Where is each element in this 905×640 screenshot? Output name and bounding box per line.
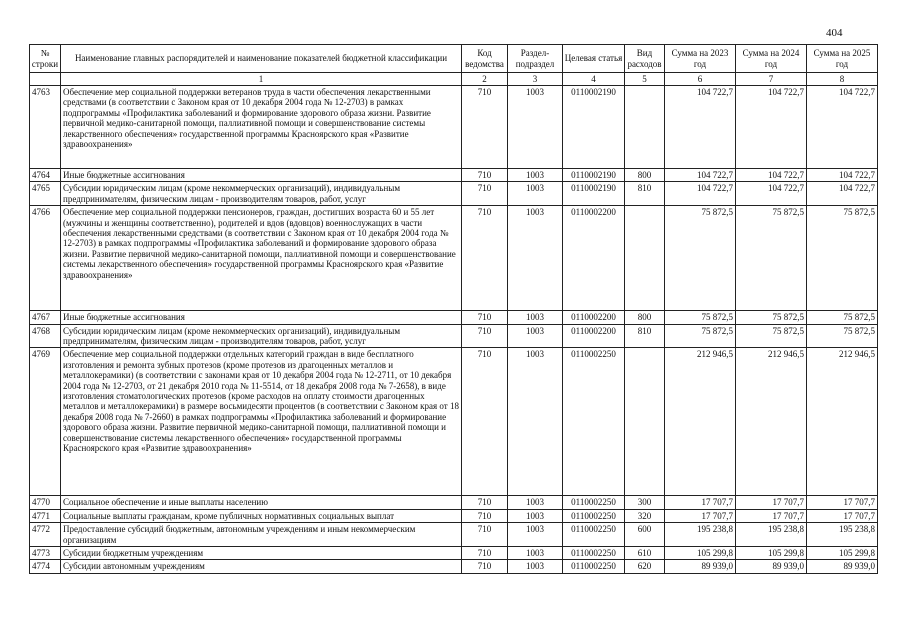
row-number: 4768 bbox=[30, 324, 61, 348]
row-target: 0110002250 bbox=[563, 560, 625, 573]
row-section: 1003 bbox=[508, 182, 563, 206]
row-number: 4765 bbox=[30, 182, 61, 206]
row-sum-2025: 75 872,5 bbox=[807, 206, 878, 311]
row-target: 0110002190 bbox=[563, 182, 625, 206]
row-sum-2024: 104 722,7 bbox=[736, 86, 807, 169]
row-target: 0110002250 bbox=[563, 523, 625, 547]
row-sum-2023: 89 939,0 bbox=[665, 560, 736, 573]
row-name: Социальное обеспечение и иные выплаты населению bbox=[61, 496, 462, 509]
row-target: 0110002200 bbox=[563, 206, 625, 311]
table-row bbox=[30, 324, 878, 348]
row-sum-2025: 104 722,7 bbox=[807, 182, 878, 206]
row-number: 4771 bbox=[30, 509, 61, 522]
row-number: 4767 bbox=[30, 311, 61, 324]
row-section: 1003 bbox=[508, 206, 563, 311]
row-sum-2023: 105 299,8 bbox=[665, 547, 736, 560]
column-number: 6 bbox=[665, 73, 736, 86]
row-sum-2024: 212 946,5 bbox=[736, 348, 807, 496]
row-target: 0110002190 bbox=[563, 169, 625, 182]
column-number: 3 bbox=[508, 73, 563, 86]
row-section: 1003 bbox=[508, 348, 563, 496]
column-number: 5 bbox=[625, 73, 665, 86]
row-section: 1003 bbox=[508, 523, 563, 547]
row-section: 1003 bbox=[508, 509, 563, 522]
row-sum-2024: 75 872,5 bbox=[736, 206, 807, 311]
row-expense-type: 600 bbox=[625, 523, 665, 547]
row-sum-2025: 75 872,5 bbox=[807, 324, 878, 348]
row-dept-code: 710 bbox=[462, 509, 508, 522]
row-dept-code: 710 bbox=[462, 182, 508, 206]
table-row bbox=[30, 560, 878, 573]
row-sum-2023: 17 707,7 bbox=[665, 509, 736, 522]
row-sum-2025: 75 872,5 bbox=[807, 311, 878, 324]
row-sum-2024: 75 872,5 bbox=[736, 324, 807, 348]
row-name: Субсидии юридическим лицам (кроме некоммерческих организаций), индивидуальным предпринимателям, физическим лицам - производителям товаров, работ, услуг bbox=[61, 324, 462, 348]
row-expense-type: 610 bbox=[625, 547, 665, 560]
row-number: 4763 bbox=[30, 86, 61, 169]
row-sum-2023: 104 722,7 bbox=[665, 169, 736, 182]
row-sum-2024: 105 299,8 bbox=[736, 547, 807, 560]
row-dept-code: 710 bbox=[462, 169, 508, 182]
row-sum-2024: 104 722,7 bbox=[736, 169, 807, 182]
row-name: Обеспечение мер социальной поддержки ветеранов труда в части обеспечения лекарственными средствами (в соответствии с Законом края от 10 декабря 2004 года № 12-2703) в рамках подпрограммы «Профилактика заболеваний и формирование здорового образа жизни. Развитие первичной медико-санитарной помощи, паллиативной помощи и совершенствование системы лекарственного обеспечения» государственной программы Красноярского края «Развитие здравоохранения» bbox=[61, 86, 462, 169]
row-expense-type: 810 bbox=[625, 182, 665, 206]
row-dept-code: 710 bbox=[462, 547, 508, 560]
header-name: Наименование главных распорядителей и наименование показателей бюджетной классификации bbox=[61, 45, 462, 73]
row-sum-2024: 104 722,7 bbox=[736, 182, 807, 206]
row-sum-2025: 195 238,8 bbox=[807, 523, 878, 547]
row-sum-2023: 75 872,5 bbox=[665, 324, 736, 348]
row-expense-type: 620 bbox=[625, 560, 665, 573]
row-name: Иные бюджетные ассигнования bbox=[61, 169, 462, 182]
column-number: 1 bbox=[61, 73, 462, 86]
row-target: 0110002200 bbox=[563, 324, 625, 348]
row-sum-2025: 89 939,0 bbox=[807, 560, 878, 573]
header-dept-code: Код ведомства bbox=[462, 45, 508, 73]
row-dept-code: 710 bbox=[462, 86, 508, 169]
budget-table bbox=[29, 44, 878, 574]
row-sum-2024: 195 238,8 bbox=[736, 523, 807, 547]
row-expense-type bbox=[625, 206, 665, 311]
row-expense-type: 800 bbox=[625, 311, 665, 324]
row-section: 1003 bbox=[508, 169, 563, 182]
row-name: Обеспечение мер социальной поддержки отдельных категорий граждан в виде бесплатного изготовления и ремонта зубных протезов (кроме протезов из драгоценных металлов и металлокерамики) (в соответствии с законами края от 10 декабря 2004 года № 12-2711, от 10 декабря 2004 года № 12-2703, от 21 декабря 2010 года № 11-5514, от 18 декабря 2008 года № 7-2658), в виде изготовления стоматологических протезов (кроме расходов на оплату стоимости драгоценных металлов и металлокерамики) в размере восьмидесяти процентов (в соответствии с Законом края от 18 декабря 2008 года № 7-2660) в рамках подпрограммы «Профилактика заболеваний и формирование здорового образа жизни. Развитие первичной медико-санитарной помощи, паллиативной помощи и совершенствование системы лекарственного обеспечения» государственной программы Красноярского края «Развитие здравоохранения» bbox=[61, 348, 462, 496]
header-row bbox=[30, 45, 878, 73]
row-name: Субсидии юридическим лицам (кроме некоммерческих организаций), индивидуальным предпринимателям, физическим лицам - производителям товаров, работ, услуг bbox=[61, 182, 462, 206]
row-number: 4769 bbox=[30, 348, 61, 496]
row-number: 4774 bbox=[30, 560, 61, 573]
table-row bbox=[30, 206, 878, 311]
table-row bbox=[30, 523, 878, 547]
header-section: Раздел-подраздел bbox=[508, 45, 563, 73]
row-name: Субсидии бюджетным учреждениям bbox=[61, 547, 462, 560]
row-sum-2025: 17 707,7 bbox=[807, 496, 878, 509]
row-sum-2024: 89 939,0 bbox=[736, 560, 807, 573]
row-target: 0110002190 bbox=[563, 86, 625, 169]
row-section: 1003 bbox=[508, 324, 563, 348]
header-target: Целевая статья bbox=[563, 45, 625, 73]
row-name: Обеспечение мер социальной поддержки пенсионеров, граждан, достигших возраста 60 и 55 лет (мужчины и женщины соответственно), родителей и вдов (вдовцов) военнослужащих в части обеспечения лекарственными средствами (в соответствии с Законом края от 10 декабря 2004 года № 12-2703) в рамках подпрограммы «Профилактика заболеваний и формирование здорового образа жизни. Развитие первичной медико-санитарной помощи, паллиативной помощи и совершенствование системы лекарственного обеспечения» государственной программы Красноярского края «Развитие здравоохранения» bbox=[61, 206, 462, 311]
row-dept-code: 710 bbox=[462, 348, 508, 496]
row-number: 4772 bbox=[30, 523, 61, 547]
row-dept-code: 710 bbox=[462, 523, 508, 547]
row-sum-2023: 75 872,5 bbox=[665, 206, 736, 311]
row-sum-2023: 75 872,5 bbox=[665, 311, 736, 324]
column-number: 2 bbox=[462, 73, 508, 86]
row-target: 0110002250 bbox=[563, 509, 625, 522]
row-sum-2025: 104 722,7 bbox=[807, 86, 878, 169]
row-sum-2023: 104 722,7 bbox=[665, 86, 736, 169]
header-sum-2023: Сумма на 2023 год bbox=[665, 45, 736, 73]
table-row bbox=[30, 169, 878, 182]
row-dept-code: 710 bbox=[462, 496, 508, 509]
row-number: 4766 bbox=[30, 206, 61, 311]
row-section: 1003 bbox=[508, 560, 563, 573]
row-sum-2025: 17 707,7 bbox=[807, 509, 878, 522]
column-number: 7 bbox=[736, 73, 807, 86]
header-sum-2025: Сумма на 2025 год bbox=[807, 45, 878, 73]
row-sum-2023: 17 707,7 bbox=[665, 496, 736, 509]
row-expense-type bbox=[625, 86, 665, 169]
row-sum-2025: 104 722,7 bbox=[807, 169, 878, 182]
row-dept-code: 710 bbox=[462, 324, 508, 348]
table-row bbox=[30, 311, 878, 324]
row-name: Социальные выплаты гражданам, кроме публичных нормативных социальных выплат bbox=[61, 509, 462, 522]
row-expense-type bbox=[625, 348, 665, 496]
row-target: 0110002250 bbox=[563, 496, 625, 509]
row-expense-type: 810 bbox=[625, 324, 665, 348]
row-section: 1003 bbox=[508, 311, 563, 324]
row-dept-code: 710 bbox=[462, 311, 508, 324]
table-row bbox=[30, 496, 878, 509]
row-dept-code: 710 bbox=[462, 560, 508, 573]
row-sum-2023: 195 238,8 bbox=[665, 523, 736, 547]
table-row bbox=[30, 182, 878, 206]
column-number: 4 bbox=[563, 73, 625, 86]
row-sum-2024: 75 872,5 bbox=[736, 311, 807, 324]
row-expense-type: 800 bbox=[625, 169, 665, 182]
row-expense-type: 320 bbox=[625, 509, 665, 522]
row-section: 1003 bbox=[508, 86, 563, 169]
column-number-row bbox=[30, 73, 878, 86]
row-section: 1003 bbox=[508, 496, 563, 509]
row-number: 4773 bbox=[30, 547, 61, 560]
row-sum-2025: 212 946,5 bbox=[807, 348, 878, 496]
row-sum-2023: 212 946,5 bbox=[665, 348, 736, 496]
row-target: 0110002250 bbox=[563, 547, 625, 560]
row-name: Субсидии автономным учреждениям bbox=[61, 560, 462, 573]
column-number: 8 bbox=[807, 73, 878, 86]
table-body bbox=[30, 86, 878, 574]
table-row bbox=[30, 86, 878, 169]
table-row bbox=[30, 348, 878, 496]
row-name: Предоставление субсидий бюджетным, автономным учреждениям и иным некоммерческим организациям bbox=[61, 523, 462, 547]
row-sum-2024: 17 707,7 bbox=[736, 509, 807, 522]
row-dept-code: 710 bbox=[462, 206, 508, 311]
header-row-no: № строки bbox=[30, 45, 61, 73]
column-number bbox=[30, 73, 61, 86]
row-section: 1003 bbox=[508, 547, 563, 560]
row-number: 4764 bbox=[30, 169, 61, 182]
row-target: 0110002200 bbox=[563, 311, 625, 324]
row-sum-2023: 104 722,7 bbox=[665, 182, 736, 206]
table-row bbox=[30, 509, 878, 522]
row-sum-2025: 105 299,8 bbox=[807, 547, 878, 560]
row-name: Иные бюджетные ассигнования bbox=[61, 311, 462, 324]
header-sum-2024: Сумма на 2024 год bbox=[736, 45, 807, 73]
row-sum-2024: 17 707,7 bbox=[736, 496, 807, 509]
page-number: 404 bbox=[826, 27, 843, 39]
header-expense-type: Вид расходов bbox=[625, 45, 665, 73]
table-row bbox=[30, 547, 878, 560]
row-number: 4770 bbox=[30, 496, 61, 509]
row-target: 0110002250 bbox=[563, 348, 625, 496]
row-expense-type: 300 bbox=[625, 496, 665, 509]
